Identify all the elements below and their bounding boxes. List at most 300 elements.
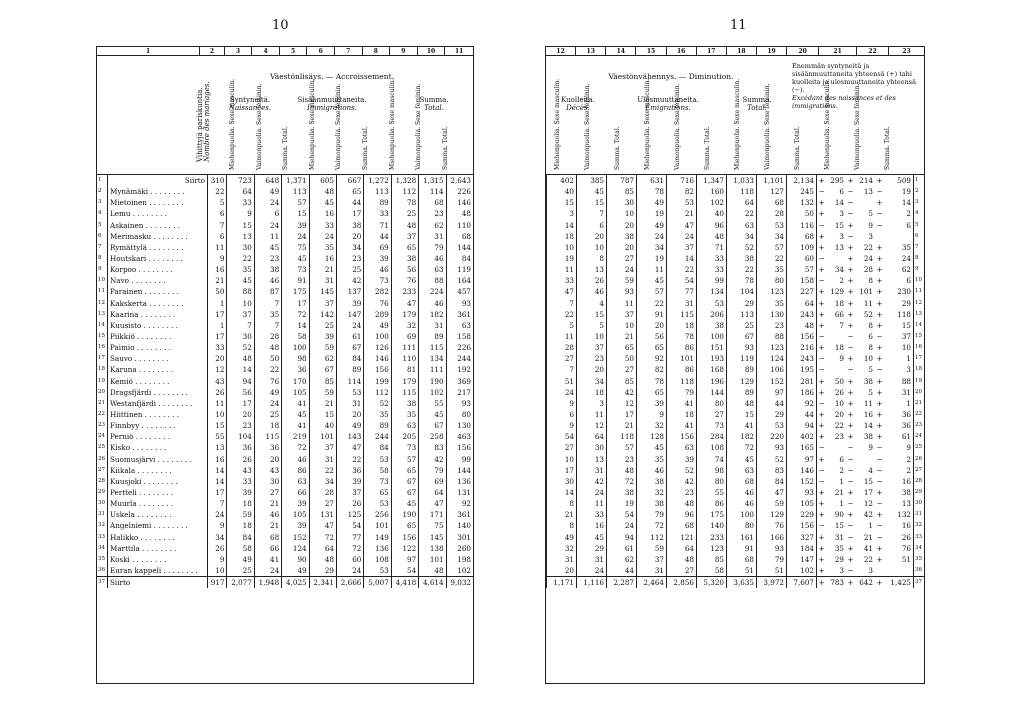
cell-value: 310 [208,175,227,186]
cell-value: 122 [391,543,418,554]
cell-value: 72 [727,442,757,453]
cell-value: 57 [787,264,817,275]
cell-value: 3 [577,398,607,409]
cell-value: 46 [282,454,309,465]
cell-value: 1 [208,298,227,309]
table-row [547,520,925,531]
row-number: 7 [914,242,925,253]
cell-value: 68 [254,532,281,543]
cell-value: 24 [607,264,637,275]
table-row [97,331,473,342]
cell-value: 99 [446,454,473,465]
sign-value: + [876,398,883,408]
cell-value: 152 [282,532,309,543]
cell-value: 57 [637,286,667,297]
cell-value: 34 [309,476,336,487]
row-number: 26 [97,454,108,465]
cell-value: 1 [906,354,911,364]
row-number: 31 [914,509,925,520]
cell-value: 55 [419,398,446,409]
cell-value: 1,371 [282,175,309,186]
cell-value: 402 [787,431,817,442]
cell-value: 46 [637,465,667,476]
cell-value: 631 [637,175,667,186]
sub-column-header: Summa. Total. [441,126,449,170]
cell-value: 29 [757,409,787,420]
cell-value: 111 [419,364,446,375]
cell-value: 88 [901,376,911,386]
cell-value: 66 [282,487,309,498]
cell-value: 92 [446,498,473,509]
cell-value: 61 [336,331,363,342]
table-row [97,320,473,331]
column-number: 4 [252,47,280,56]
cell-value: 64 [787,298,817,309]
sign-value [875,231,884,242]
cell-value: 144 [446,465,473,476]
column-number: 16 [666,47,696,56]
cell-value: 1 [839,499,844,509]
cell-value: 14 [547,220,577,231]
cell-value: 79 [757,554,787,565]
cell-value: 282 [364,286,391,297]
cell-value: 29 [309,565,336,577]
cell-value: 156 [391,532,418,543]
cell-value: 147 [787,554,817,565]
cell-value: 19 [637,253,667,264]
cell-value: 186 [787,387,817,398]
commune-name: Kemiö . . . . . . . . [110,376,170,386]
table-row [97,476,473,487]
cell-value: 25 [254,409,281,420]
cell-value: 137 [336,286,363,297]
cell-value: 13 [208,442,227,453]
cell-value: 156 [364,364,391,375]
cell-value: 98 [697,465,727,476]
emigrations-header: Ulosmuuttaneita. Émigrations. [637,96,699,112]
sign-value: − [876,443,883,453]
cell-value: 3 [868,231,873,241]
cell-value: 3,635 [727,577,757,589]
table-row [547,420,925,431]
births-header: Syntyneitä. Naissances. [228,96,272,112]
cell-value: 119 [446,264,473,275]
sign-value: − [876,499,883,509]
cell-value: 53 [667,197,697,208]
cell-value: 48 [667,498,697,509]
cell-value: 21 [309,264,336,275]
cell-value: 13 [577,454,607,465]
cell-value: 129 [830,287,844,297]
cell-value: 48 [254,342,281,353]
cell-value: 67 [419,420,446,431]
cell-value: 42 [419,454,446,465]
cell-value: 79 [419,465,446,476]
cell-value: 199 [364,376,391,387]
sign-value: + [847,254,854,264]
cell-value: 67 [309,364,336,375]
cell-value: 166 [757,532,787,543]
cell-value: 37 [667,242,697,253]
cell-value: 65 [391,520,418,531]
cell-value: 7 [254,320,281,331]
cell-value: 5,320 [697,577,727,589]
sub-column-header: Miehenpuolia. Sexe masculin. [388,78,396,170]
cell-value: 17 [547,465,577,476]
cell-value: 1,315 [419,175,446,186]
cell-value: 18 [667,409,697,420]
table-row [547,577,925,589]
cell-value: 20 [254,454,281,465]
cell-value: 36 [901,410,911,420]
cell-value: 33 [208,342,227,353]
cell-value: 5 [868,365,873,375]
table-row [97,253,473,264]
left-data-table [97,175,473,588]
cell-value: 30 [607,197,637,208]
sub-column-header: Miehenpuolia. Sexe masculin. [308,78,316,170]
cell-value: 21 [607,331,637,342]
cell-value: 206 [697,309,727,320]
sign-value: − [818,443,825,453]
cell-value: 2 [906,465,911,475]
table-row [97,498,473,509]
cell-value: 18 [547,231,577,242]
cell-value: 58 [282,331,309,342]
sign-value: − [847,231,854,241]
cell-value: 151 [697,342,727,353]
sign-value: + [818,454,825,464]
cell-value: 9,032 [446,577,473,589]
cell-value: 1,328 [391,175,418,186]
sign-value: − [876,332,883,342]
cell-value: 59 [309,387,336,398]
right-sum-header: Summa. Total. [742,96,772,112]
sign-value: + [818,320,825,330]
commune-name: Siirto [108,577,208,589]
cell-value: 57 [282,197,309,208]
cell-value: 25 [227,565,254,577]
cell-value: 36 [254,442,281,453]
row-number: 19 [97,376,108,387]
sign-value: − [876,187,883,197]
cell-value: 48 [309,554,336,565]
cell-value: 61 [607,543,637,554]
row-number: 9 [97,264,108,275]
cell-value: 37 [607,309,637,320]
cell-value: 3 [839,209,844,219]
row-number: 19 [914,376,925,387]
column-number: 12 [546,47,576,56]
cell-value: 6 [577,220,607,231]
cell-value: 2,643 [446,175,473,186]
cell-value: 26 [577,275,607,286]
cell-value: 38 [637,476,667,487]
cell-value: 21 [834,488,844,497]
table-row [547,220,925,231]
cell-value: 164 [446,275,473,286]
cell-value: 59 [227,509,254,520]
cell-value: 35 [901,242,911,252]
cell-value: 9 [637,409,667,420]
cell-value: 783 [826,577,846,589]
cell-value: 52 [863,309,873,319]
cell-value: 19 [547,253,577,264]
sign-value: − [847,443,854,453]
cell-value: 87 [254,286,281,297]
table-row [547,409,925,420]
cell-value: 15 [901,320,911,330]
cell-value: 7 [227,320,254,331]
table-row [547,320,925,331]
cell-value: 22 [863,554,873,564]
cell-value: 156 [667,431,697,442]
cell-value: 109 [787,242,817,253]
cell-value: 13 [863,187,873,197]
cell-value: 369 [446,376,473,387]
cell-value: 15 [834,521,844,531]
cell-value: 18 [667,320,697,331]
cell-value: 14 [208,476,227,487]
cell-value: 66 [834,309,844,319]
cell-value: 89 [364,420,391,431]
cell-value: 80 [757,275,787,286]
cell-value: 47 [391,298,418,309]
cell-value: 21 [667,208,697,219]
commune-name: Navo . . . . . . . . [110,276,166,286]
cell-value: 108 [697,442,727,453]
table-row [97,387,473,398]
cell-value: 179 [391,376,418,387]
cell-value: 8 [868,343,873,353]
column-number: 11 [445,47,473,56]
cell-value: 143 [336,431,363,442]
cell-value: 67 [727,331,757,342]
cell-value: 40 [547,186,577,197]
sub-column-header: Vaimonpuolia. Sexe féminin. [854,83,861,170]
cell-value: 101 [364,520,391,531]
cell-value: 105 [282,509,309,520]
cell-value: 59 [607,275,637,286]
cell-value: 9 [208,253,227,264]
cell-value: 31 [419,231,446,242]
cell-value: 43 [254,465,281,476]
commune-name: Perniö . . . . . . . . [110,432,171,442]
cell-value: 361 [446,309,473,320]
cell-value: 56 [227,387,254,398]
cell-value: 53 [757,220,787,231]
deaths-header: Kuolleita. Décès. [561,96,595,112]
cell-value: 8 [577,253,607,264]
cell-value: 46 [419,253,446,264]
sign-value: + [876,421,883,431]
cell-value: 68 [667,520,697,531]
table-row [547,498,925,509]
cell-value: 16 [309,208,336,219]
sub-column-header: Vaimonpuolia. Sexe féminin. [415,83,423,170]
row-number: 22 [97,409,108,420]
sign-value: + [818,309,825,319]
cell-value: 64 [227,186,254,197]
table-row [547,364,925,375]
sign-value: + [818,578,825,588]
cell-value: 60 [336,554,363,565]
cell-value: 24 [208,509,227,520]
row-number: 28 [97,476,108,487]
cell-value: 18 [577,387,607,398]
cell-value: 41 [863,543,873,553]
cell-value: 8 [868,276,873,286]
cell-value: 63 [391,420,418,431]
cell-value: 84 [364,442,391,453]
cell-value: 11 [208,398,227,409]
sign-value: + [818,432,825,442]
cell-value: 4 [577,298,607,309]
cell-value: 457 [446,286,473,297]
cell-value: 16 [577,520,607,531]
cell-value: 219 [282,431,309,442]
sign-value: + [847,220,854,230]
sign-value: + [818,499,825,509]
row-number: 24 [914,431,925,442]
right-column-numbers [546,47,924,56]
cell-value: 184 [787,543,817,554]
row-number: 1 [914,175,925,186]
cell-value: 11 [637,264,667,275]
row-number: 14 [97,320,108,331]
cell-value: 17 [336,208,363,219]
cell-value: 85 [607,376,637,387]
sub-column-header: Miehenpuolia. Sexe masculin. [734,78,741,170]
cell-value: 35 [834,543,844,553]
cell-value: 91 [727,543,757,554]
row-number: 36 [914,565,925,577]
table-row [547,331,925,342]
cell-value: 113 [282,186,309,197]
cell-value: 104 [227,431,254,442]
cell-value: 38 [901,488,911,497]
cell-value: 10 [607,320,637,331]
cell-value: 26 [901,532,911,542]
cell-value: 42 [863,510,873,520]
cell-value: 54 [667,275,697,286]
cell-value: 16 [901,521,911,531]
cell-value: 108 [364,554,391,565]
cell-value: 24 [901,254,911,264]
cell-value: 26 [208,387,227,398]
cell-value: 11 [863,398,873,408]
cell-value: 63 [727,220,757,231]
sign-value: − [818,354,825,364]
column-number: 2 [200,47,225,56]
cell-value: 80 [446,409,473,420]
cell-value: 36 [227,442,254,453]
cell-value: 53 [757,420,787,431]
cell-value: 86 [697,498,727,509]
cell-value: 90 [834,510,844,520]
cell-value: 38 [254,264,281,275]
table-row [97,186,473,197]
sub-column-header: Miehenpuolia. Sexe masculin. [554,78,561,170]
commune-name: Paimio . . . . . . . . [110,343,172,353]
cell-value: 35 [637,454,667,465]
cell-value: 52 [727,242,757,253]
cell-value: 23 [577,353,607,364]
cell-value: 22 [254,364,281,375]
cell-value: 33 [309,220,336,231]
cell-value: 31 [901,387,911,397]
cell-value: 152 [757,376,787,387]
sign-value: − [818,332,825,342]
cell-value: 101 [667,353,697,364]
table-row [97,231,473,242]
row-number: 35 [914,554,925,565]
cell-value: 88 [227,286,254,297]
table-row [97,420,473,431]
sign-value: − [876,454,883,464]
commune-name: Merimasku . . . . . . . . [110,231,188,241]
cell-value: 36 [282,364,309,375]
cell-value: 2 [839,276,844,286]
cell-value: 34 [336,242,363,253]
cell-value: 50 [208,286,227,297]
cell-value: 86 [667,342,697,353]
cell-value: 9 [906,443,911,453]
cell-value: 605 [309,175,336,186]
cell-value: 51 [547,376,577,387]
cell-value: 642 [855,577,875,589]
sign-value: + [876,376,883,386]
commune-name: Euran kappeli . . . . . . . . [110,565,198,575]
row-number: 34 [914,543,925,554]
cell-value: 101 [859,287,873,297]
table-row [547,454,925,465]
cell-value: 64 [419,487,446,498]
cell-value: 23 [336,253,363,264]
cell-value: 20 [834,410,844,420]
cell-value: 21 [254,520,281,531]
sign-value: + [818,565,825,575]
row-number: 7 [97,242,108,253]
row-number: 35 [97,554,108,565]
cell-value: 216 [787,342,817,353]
cell-value [826,442,846,453]
table-row [97,242,473,253]
cell-value: 10 [208,409,227,420]
cell-value: 39 [227,487,254,498]
sub-column-header: Miehenpuolia. Sexe masculin. [229,78,236,170]
cell-value: 38 [863,432,873,442]
cell-value: 46 [727,498,757,509]
cell-value: 134 [697,286,727,297]
cell-value: 80 [697,476,727,487]
table-row [547,565,925,577]
cell-value: 83 [757,465,787,476]
cell-value: 146 [446,197,473,208]
row-number: 37 [914,577,925,589]
cell-value: 54 [336,520,363,531]
cell-value: 98 [282,353,309,364]
sign-value: + [876,309,883,319]
cell-value: 15 [309,409,336,420]
cell-value: 29 [727,298,757,309]
cell-value: 258 [419,431,446,442]
sign-value: + [818,231,825,241]
sign-value: + [847,410,854,420]
cell-value: 27 [309,498,336,509]
sub-column-header: Miehenpuolia. Sexe masculin. [644,78,651,170]
cell-value: 33 [697,264,727,275]
